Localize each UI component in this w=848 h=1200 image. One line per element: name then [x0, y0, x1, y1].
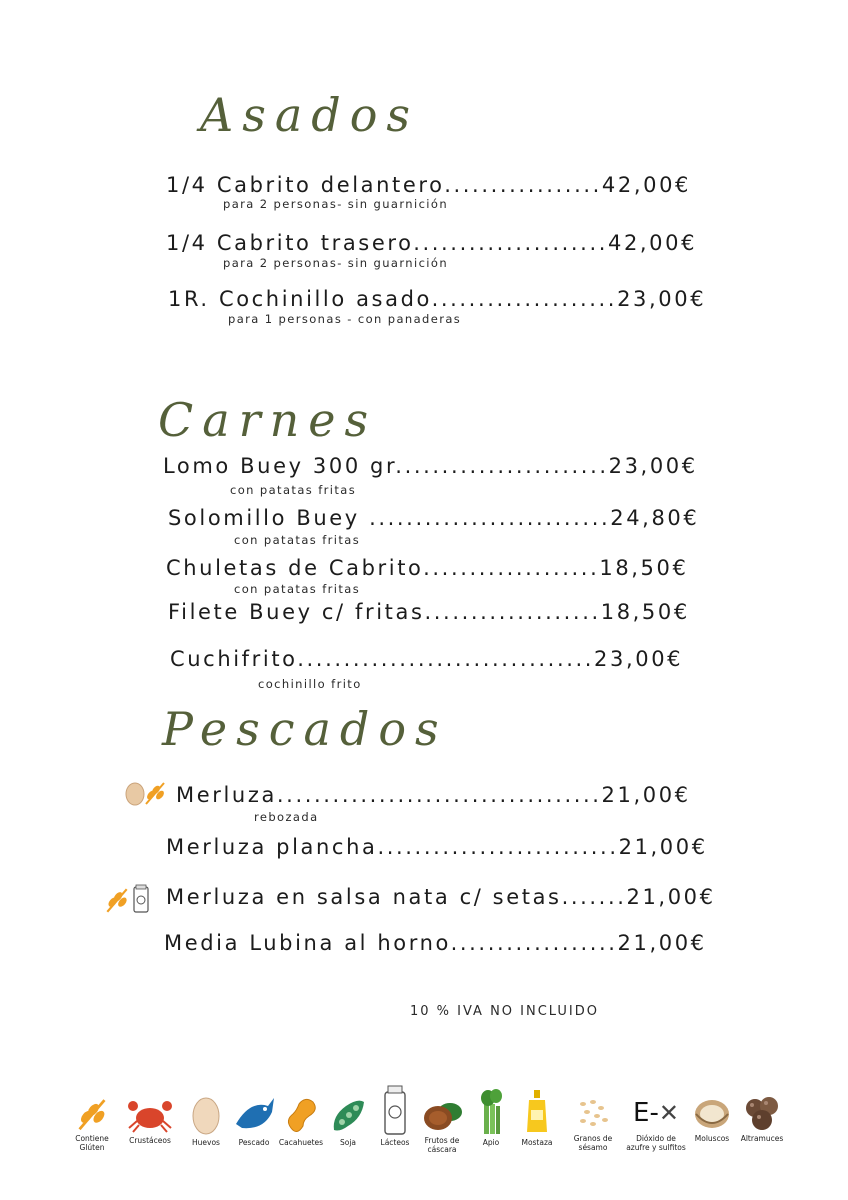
allergen-label: Crustáceos — [129, 1136, 171, 1145]
allergen-sesame — [563, 1094, 623, 1152]
allergen-label: Pescado — [238, 1138, 270, 1147]
menu-item-note: para 2 personas- sin guarnición — [223, 197, 449, 211]
allergen-crustaceans — [120, 1094, 180, 1145]
allergen-label: Contiene Glúten — [75, 1134, 109, 1152]
menu-item: 1/4 Cabrito trasero.....................42,00€ — [166, 231, 698, 255]
menu-item-note: con patatas fritas — [230, 483, 357, 497]
allergen-gluten — [62, 1096, 122, 1152]
section-title-carnes: Carnes — [158, 393, 378, 447]
allergen-label: Frutos de cáscara — [424, 1136, 460, 1154]
sulfites-glyph: E- — [633, 1098, 659, 1128]
milk-icon — [132, 884, 150, 918]
menu-item: Chuletas de Cabrito...................18,50€ — [166, 556, 689, 580]
wheat-icon — [143, 780, 167, 810]
lupin-icon — [741, 1092, 783, 1132]
milk-icon — [380, 1084, 410, 1136]
menu-item: Merluza en salsa nata c/ setas.......21,00€ — [166, 885, 716, 909]
wheat-icon — [104, 886, 130, 918]
tax-note: 10 % IVA NO INCLUIDO — [410, 1004, 599, 1019]
allergen-label: Mostaza — [521, 1138, 553, 1147]
section-title-asados: Asados — [200, 88, 419, 142]
menu-item-note: con patatas fritas — [234, 533, 361, 547]
menu-item: 1/4 Cabrito delantero.................42,00€ — [166, 173, 691, 197]
section-title-pescados: Pescados — [162, 702, 448, 756]
soy-icon — [328, 1094, 368, 1136]
menu-item: Solomillo Buey ..........................24,80€ — [168, 506, 700, 530]
allergen-label: Soja — [339, 1138, 357, 1147]
menu-item-note: con patatas fritas — [234, 582, 361, 596]
allergen-label: Cacahuetes — [278, 1138, 324, 1147]
celery-icon — [476, 1088, 506, 1136]
peanut-icon — [283, 1094, 319, 1136]
allergen-label: Apio — [482, 1138, 500, 1147]
menu-item-note: para 1 personas - con panaderas — [228, 312, 462, 326]
nuts-icon — [420, 1094, 464, 1134]
allergen-label: Dióxido de azufre y sulfitos — [626, 1134, 686, 1152]
allergen-label: Granos de sésamo — [573, 1134, 613, 1152]
allergen-label: Lácteos — [380, 1138, 410, 1147]
allergen-label: Moluscos — [694, 1134, 730, 1143]
menu-item: 1R. Cochinillo asado....................23,00€ — [168, 287, 707, 311]
egg-icon — [191, 1094, 221, 1136]
allergen-label: Altramuces — [740, 1134, 784, 1143]
menu-item: Lomo Buey 300 gr.......................23,00€ — [163, 454, 698, 478]
menu-item-note: rebozada — [254, 810, 319, 824]
fish-icon — [232, 1094, 276, 1136]
allergen-lupins — [732, 1092, 792, 1143]
allergen-sulfites — [626, 1094, 686, 1152]
menu-item-note: cochinillo frito — [258, 677, 362, 691]
menu-item: Cuchifrito................................23,00€ — [170, 647, 684, 671]
menu-item: Media Lubina al horno..................21,00€ — [164, 931, 707, 955]
menu-item: Filete Buey c/ fritas...................18,50€ — [168, 600, 690, 624]
allergen-mustard — [507, 1088, 567, 1147]
mollusc-icon — [692, 1094, 732, 1132]
menu-item: Merluza plancha..........................21,00€ — [166, 835, 708, 859]
allergen-label: Huevos — [192, 1138, 220, 1147]
wheat-icon — [75, 1096, 109, 1132]
sesame-icon — [573, 1094, 613, 1132]
menu-item-note: para 2 personas- sin guarnición — [223, 256, 449, 270]
sulfites-icon: E- ✕ — [633, 1098, 679, 1128]
crab-icon — [125, 1094, 175, 1134]
mustard-icon — [522, 1088, 552, 1136]
menu-item: Merluza...................................21,00€ — [176, 783, 691, 807]
